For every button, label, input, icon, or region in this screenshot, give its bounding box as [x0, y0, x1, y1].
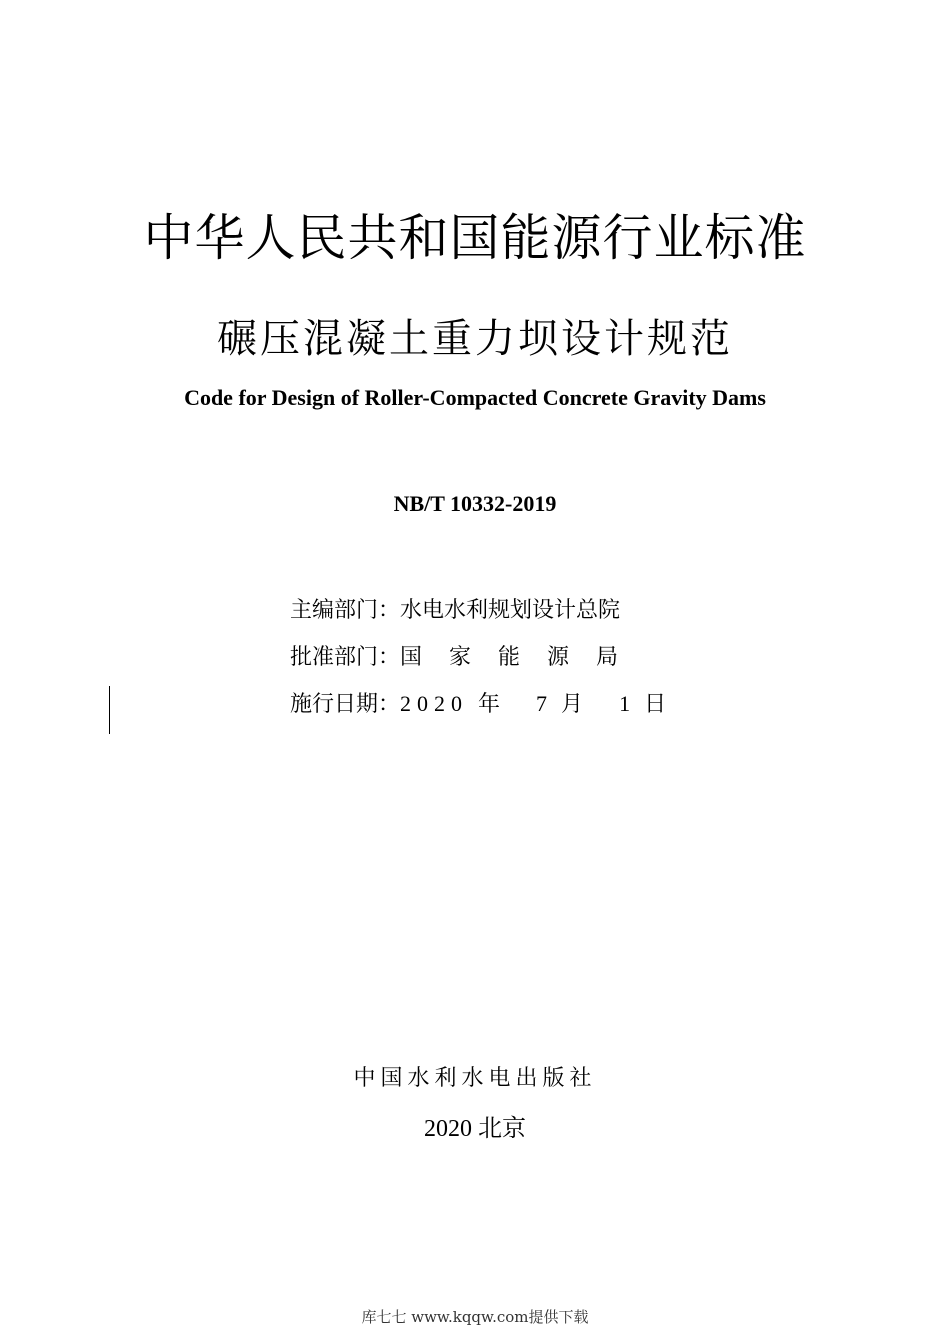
effective-month: 7: [536, 691, 548, 716]
approver-colon: ：: [378, 645, 401, 670]
effective-year: 2020: [400, 691, 469, 716]
standard-number: NB/T 10332-2019: [393, 491, 557, 516]
margin-bar: [109, 686, 110, 734]
editor-label: 主编部门: [290, 598, 379, 623]
effective-label: 施行日期: [290, 692, 379, 717]
editor-colon: ：: [378, 598, 401, 623]
footer-note: 库七七 www.kqqw.com提供下载: [361, 1308, 589, 1326]
main-title: 中华人民共和国能源行业标准: [143, 209, 807, 267]
publisher: 中国水利水电出版社: [353, 1066, 597, 1091]
month-unit: 月: [561, 691, 584, 716]
english-title: Code for Design of Roller-Compacted Concrete Gravity Dams: [184, 385, 766, 410]
editor-value: 水电水利规划设计总院: [400, 598, 621, 623]
year-unit: 年: [478, 691, 501, 716]
sub-title: 碾压混凝土重力坝设计规范: [217, 316, 733, 362]
effective-colon: ：: [378, 692, 401, 717]
publish-place-year: 2020 北京: [424, 1116, 526, 1142]
day-unit: 日: [644, 691, 667, 716]
approver-label: 批准部门: [290, 645, 379, 670]
approver-value: 国家能源局: [400, 645, 646, 670]
approver-row: [290, 641, 645, 675]
editor-row: [290, 594, 620, 628]
effective-date-row: [290, 687, 666, 721]
effective-day: 1: [619, 691, 631, 716]
